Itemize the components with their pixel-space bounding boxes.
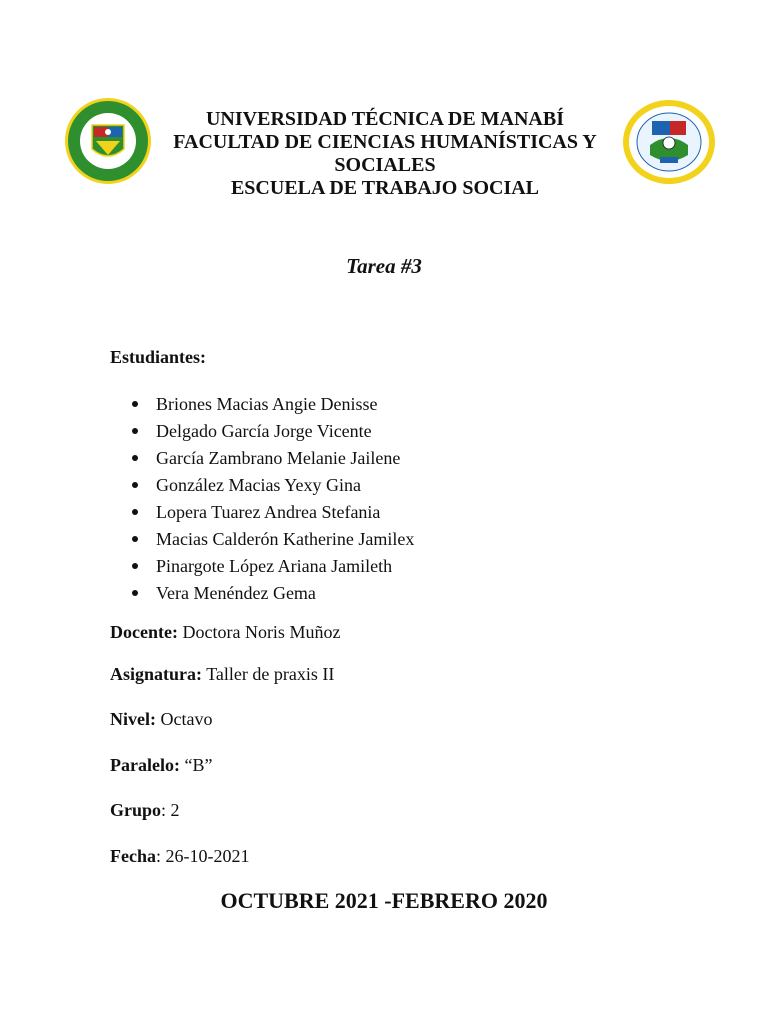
student-name: Briones Macias Angie Denisse: [156, 394, 378, 414]
task-title: Tarea #3: [346, 254, 422, 278]
student-item: [128, 474, 414, 501]
student-name: Lopera Tuarez Andrea Stefania: [156, 502, 381, 522]
institution-header: [150, 108, 620, 200]
student-item: [128, 420, 414, 447]
asignatura-label: Asignatura:: [110, 664, 203, 684]
fecha-value: : 26-10-2021: [155, 846, 250, 866]
student-name: García Zambrano Melanie Jailene: [156, 448, 401, 468]
bullet-icon: [132, 482, 138, 488]
bullet-icon: [132, 428, 138, 434]
fecha-label: Fecha: [110, 846, 156, 866]
student-name: Vera Menéndez Gema: [156, 583, 316, 603]
nivel-field: [110, 708, 212, 730]
student-name: Delgado García Jorge Vicente: [156, 421, 372, 441]
docente-label: Docente:: [110, 622, 178, 642]
faculty-name-line2: SOCIALES: [334, 154, 436, 176]
student-name: Macias Calderón Katherine Jamilex: [156, 529, 415, 549]
fecha-field: [110, 845, 249, 867]
student-item: [128, 528, 414, 555]
student-item: [128, 447, 414, 474]
student-item: [128, 501, 414, 528]
nivel-value: Octavo: [155, 709, 213, 729]
grupo-value: : 2: [161, 800, 180, 820]
student-item: [128, 555, 414, 582]
student-name: Pinargote López Ariana Jamileth: [156, 556, 393, 576]
bullet-icon: [132, 455, 138, 461]
bullet-icon: [132, 590, 138, 596]
university-seal-logo: [64, 97, 152, 185]
student-item: [128, 393, 414, 420]
docente-field: [110, 621, 340, 643]
docente-value: Doctora Noris Muñoz: [177, 622, 341, 642]
student-item: [128, 582, 414, 609]
bullet-icon: [132, 401, 138, 407]
bullet-icon: [132, 563, 138, 569]
paralelo-field: [110, 754, 212, 776]
bullet-icon: [132, 509, 138, 515]
university-name: UNIVERSIDAD TÉCNICA DE MANABÍ: [205, 108, 565, 130]
paralelo-label: Paralelo:: [110, 755, 180, 775]
faculty-name-line1: FACULTAD DE CIENCIAS HUMANÍSTICAS Y: [173, 131, 597, 153]
bullet-icon: [132, 536, 138, 542]
paralelo-value: “B”: [179, 755, 213, 775]
grupo-field: [110, 799, 180, 821]
grupo-label: Grupo: [110, 800, 162, 820]
student-list: [128, 393, 414, 609]
school-name: ESCUELA DE TRABAJO SOCIAL: [230, 177, 540, 199]
student-name: González Macias Yexy Gina: [156, 475, 361, 495]
asignatura-value: Taller de praxis II: [202, 664, 335, 684]
students-label: Estudiantes:: [110, 347, 207, 367]
asignatura-field: [110, 663, 334, 685]
nivel-label: Nivel:: [110, 709, 156, 729]
faculty-seal-logo: [622, 99, 716, 185]
academic-period: OCTUBRE 2021 -FEBRERO 2020: [220, 888, 548, 913]
